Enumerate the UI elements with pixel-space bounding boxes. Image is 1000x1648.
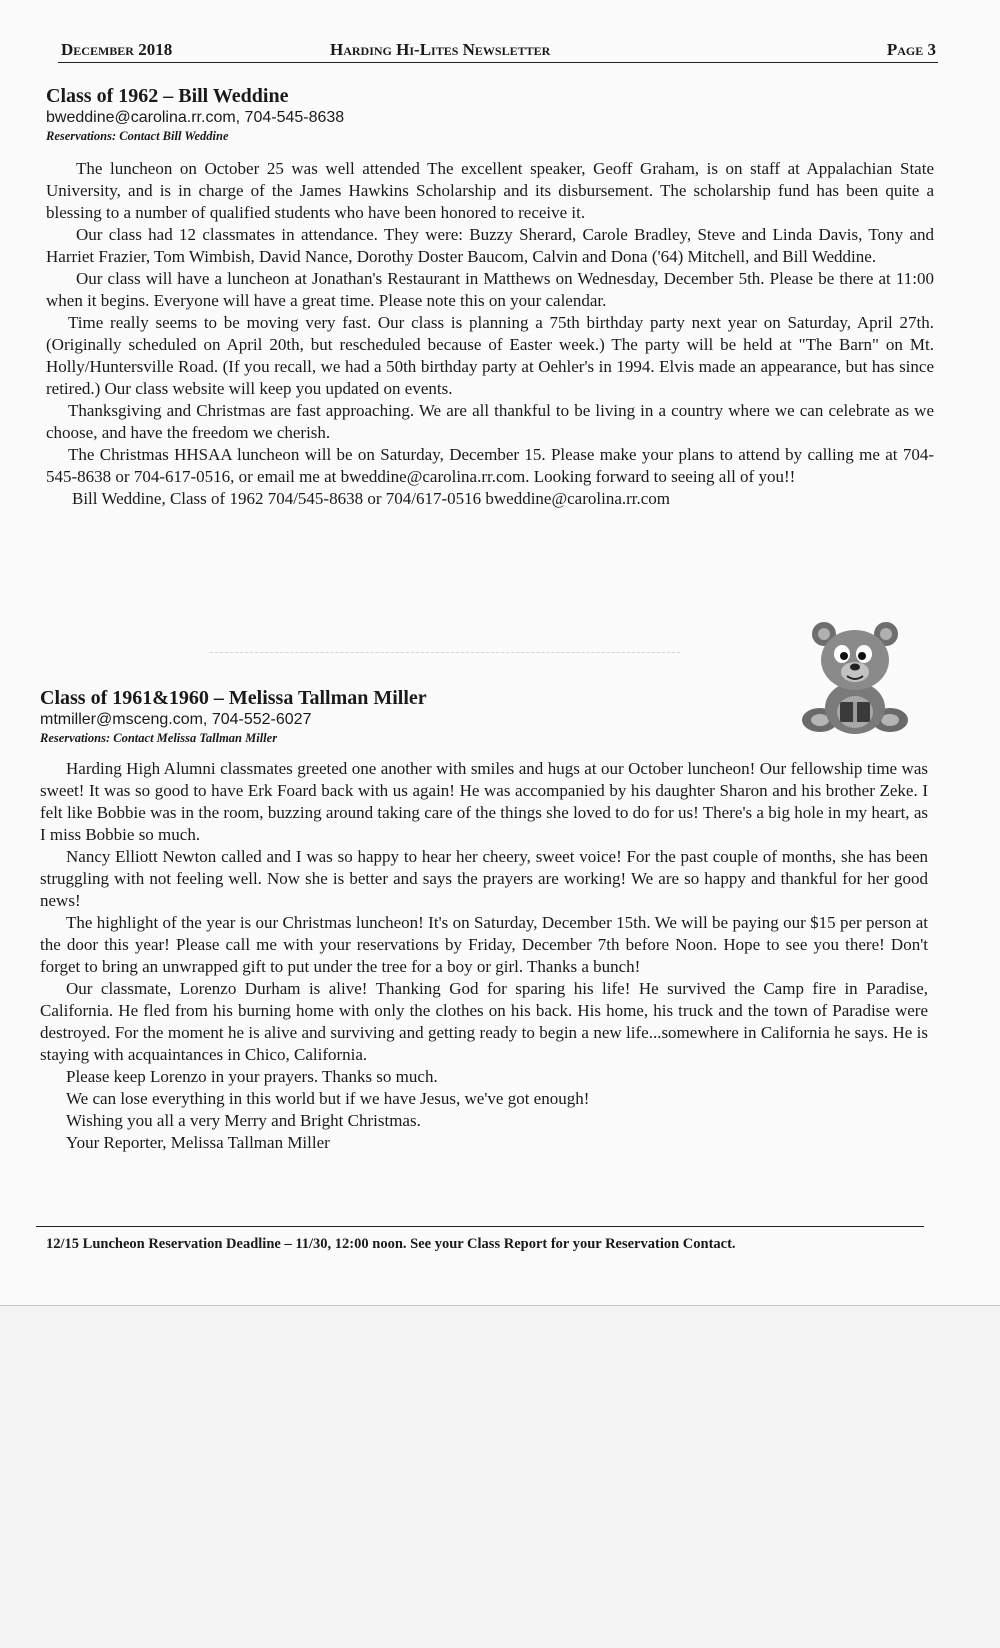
footer-divider [36, 1226, 924, 1227]
paragraph: The luncheon on October 25 was well attended The excellent speaker, Geoff Graham, is on staff at Appalachian State University, and is in charge of the James Hawkins Scholarship and its disbursement. The scholarship fund has been quite a blessing to a number of qualified students who have been honored to receive it. [46, 159, 934, 222]
section-reservations: Reservations: Contact Melissa Tallman Miller [40, 731, 278, 745]
section-title: Class of 1962 – Bill Weddine [46, 85, 289, 107]
section-title: Class of 1961&1960 – Melissa Tallman Miller [40, 687, 427, 709]
paragraph: Harding High Alumni classmates greeted one another with smiles and hugs at our October luncheon! Our fellowship time was sweet! It was so good to have Erk Foard back with us again! He was accompanied by his daughter Sharon and his brother Zeke. I felt like Bobbie was in the room, buzzing around taking care of the things she loved to do for us! There's a big hole in my heart, as I miss Bobbie so much. [40, 759, 928, 844]
paragraph: Our class had 12 classmates in attendance. They were: Buzzy Sherard, Carole Bradley, Steve and Linda Davis, Tony and Harriet Frazier, Tom Wimbish, David Nance, Dorothy Doster Baucom, Calvin and Dona ('64) Mitchell, and Bill Weddine. [46, 225, 934, 266]
section-signature: Bill Weddine, Class of 1962 704/545-8638 or 704/617-0516 bweddine@carolina.rr.com [72, 489, 671, 508]
section-contact: mtmiller@msceng.com, 704-552-6027 [40, 711, 312, 728]
divider [210, 652, 680, 653]
paragraph: Thanksgiving and Christmas are fast approaching. We are all thankful to be living in a country where we can celebrate as we choose, and have the freedom we cherish. [46, 401, 934, 442]
paragraph: Our class will have a luncheon at Jonathan's Restaurant in Matthews on Wednesday, December 5th. Please be there at 11:00 when it begins. Everyone will have a great time. Please note this on your calendar. [46, 269, 934, 310]
page-footer: 12/15 Luncheon Reservation Deadline – 11/30, 12:00 noon. See your Class Report for your Reservation Contact. [46, 1236, 736, 1252]
closing-line: Wishing you all a very Merry and Bright Christmas. [66, 1111, 421, 1130]
class-1961-1960-report [40, 686, 928, 1154]
paragraph: Our classmate, Lorenzo Durham is alive! Thanking God for sparing his life! He survived the Camp fire in Paradise, California. He fled from his burning home with only the clothes on his back. His home, his truck and the town of Paradise were destroyed. For the moment he is alive and surviving and getting ready to begin a new life...somewhere in California he says. He is staying with acquaintances in Chico, California. [40, 979, 928, 1064]
header-date: December 2018 [61, 40, 173, 59]
section-contact: bweddine@carolina.rr.com, 704-545-8638 [46, 109, 345, 126]
paragraph: The Christmas HHSAA luncheon will be on Saturday, December 15. Please make your plans to attend by calling me at 704-545-8638 or 704-617-0516, or email me at bweddine@carolina.rr.com. Looking forward to seeing all of you!! [46, 445, 934, 486]
paragraph: Nancy Elliott Newton called and I was so happy to hear her cheery, sweet voice! For the past couple of months, she has been struggling with not feeling well. Now she is better and says the prayers are working! We are so happy and thankful for her good news! [40, 847, 928, 910]
closing-line: Please keep Lorenzo in your prayers. Thanks so much. [66, 1067, 438, 1086]
page-header [58, 40, 938, 63]
header-page-number: Page 3 [886, 40, 936, 59]
paragraph: Time really seems to be moving very fast. Our class is planning a 75th birthday party next year on Saturday, April 27th. (Originally scheduled on April 20th, but rescheduled because of Easter week.) The party will be held at "The Barn" on Mt. Holly/Huntersville Road. (If you recall, we had a 50th birthday party at Oehler's in 1994. Elvis made an appearance, but has since retired.) Our class website will keep you updated on events. [46, 313, 934, 398]
paragraph: The highlight of the year is our Christmas luncheon! It's on Saturday, December 15th. We will be paying our $15 per person at the door this year! Please call me with your reservations by Friday, December 7th before Noon. Hope to see you there! Don't forget to bring an unwrapped gift to put under the tree for a boy or girl. Thanks a bunch! [40, 913, 928, 976]
class-1962-report [46, 84, 934, 510]
closing-line: We can lose everything in this world but if we have Jesus, we've got enough! [66, 1089, 590, 1108]
section-reservations: Reservations: Contact Bill Weddine [46, 129, 229, 143]
closing-line: Your Reporter, Melissa Tallman Miller [66, 1133, 330, 1152]
scan-background [0, 1305, 1000, 1648]
header-newsletter-title: Harding Hi-Lites Newsletter [330, 40, 551, 59]
